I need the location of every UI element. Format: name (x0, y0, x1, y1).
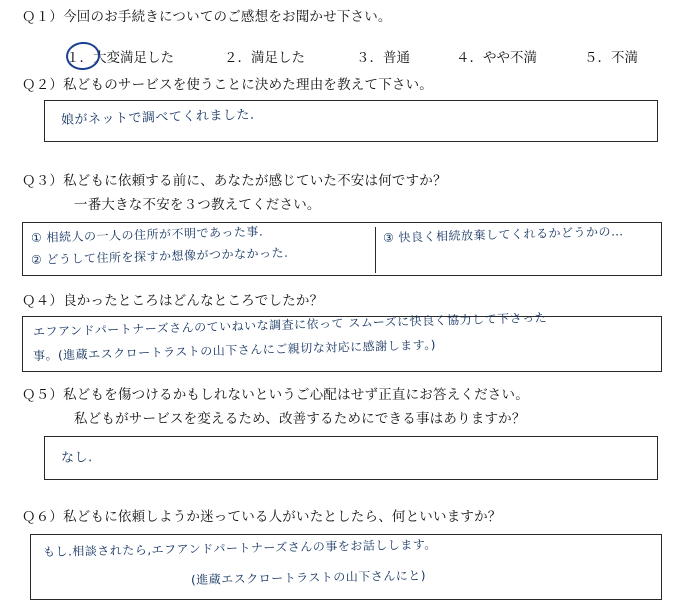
question-block-q3 (22, 172, 668, 214)
answer-box-q3-divider (375, 227, 376, 273)
choice-option-5[interactable] (584, 46, 638, 66)
answer-text-q2-line1: 娘がネットで調べてくれました. (60, 107, 255, 128)
choice-number-2: ２． (224, 50, 251, 65)
choice-number-3: ３． (356, 50, 383, 65)
choice-text-3: 普通 (383, 50, 410, 65)
choice-text-4: やや不満 (483, 50, 537, 65)
question-sublabel-q3: 一番大きな不安を３つ教えてください。 (74, 197, 321, 213)
question-block-q4 (22, 292, 668, 310)
choice-option-3[interactable] (356, 46, 410, 66)
answer-box-q6[interactable] (30, 534, 662, 600)
choice-option-1[interactable] (66, 46, 174, 66)
answer-box-q2[interactable] (44, 100, 658, 142)
choice-text-1: 大変満足した (93, 50, 174, 65)
question-label-q6: Ｑ６）私どもに依頼しようか迷っている人がいたとしたら、何といいますか？ (22, 509, 502, 524)
answer-text-q4-line1: エフアンドパートナーズさんのていねいな調査に依って スムーズに快良く協力して下さった (32, 310, 548, 339)
answer-text-q3-right-line1: ③ 快良く相続放棄してくれるかどうかの… (382, 224, 624, 245)
question-label-q5: Ｑ５）私どもを傷つけるかもしれないというご心配はせず正直にお答えください。 (22, 387, 529, 402)
answer-text-q4-line2: 事。(進蔵エスクロートラストの山下さんにご親切な対応に感謝します。) (32, 337, 437, 363)
choice-option-2[interactable] (224, 46, 305, 66)
selected-circle-mark (65, 41, 101, 71)
answer-text-q3-left-line1: ① 相続人の一人の住所が不明であった事. (30, 224, 264, 245)
answer-box-q5[interactable] (44, 436, 658, 480)
choice-text-5: 不満 (611, 50, 638, 65)
choice-number-4: ４． (456, 50, 483, 65)
question-label-q3: Ｑ３）私どもに依頼する前に、あなたが感じていた不安は何ですか？ (22, 173, 447, 188)
answer-box-q4[interactable] (22, 310, 662, 372)
question-label-q4: Ｑ４）良かったところはどんなところでしたか？ (22, 293, 324, 308)
question-block-q2 (22, 76, 668, 94)
question-block-q6 (22, 508, 668, 526)
choice-text-2: 満足した (251, 50, 305, 65)
answer-text-q6-line1: もし.相談されたら,エフアンドパートナーズさんの事をお話しします。 (42, 537, 437, 559)
question-label-q1: Ｑ１）今回のお手続きについてのご感想をお聞かせ下さい。 (22, 9, 392, 24)
answer-text-q5-line1: なし. (60, 450, 93, 466)
question-block-q5 (22, 386, 668, 428)
choice-option-4[interactable] (456, 46, 537, 66)
question-label-q2: Ｑ２）私どものサービスを使うことに決めた理由を教えて下さい。 (22, 77, 433, 92)
question-sublabel-q5: 私どもがサービスを変えるため、改善するためにできる事はありますか？ (74, 411, 526, 427)
answer-box-q3[interactable] (22, 222, 662, 276)
answer-text-q3-left-line2: ② どうして住所を探すか想像がつかなかった. (30, 245, 289, 267)
choice-number-1: １． (66, 50, 93, 65)
question-block-q1 (22, 8, 668, 65)
choice-row-q1 (66, 44, 686, 68)
choice-number-5: ５． (584, 50, 611, 65)
answer-text-q6-line2: (進蔵エスクロートラストの山下さんにと) (190, 568, 427, 587)
